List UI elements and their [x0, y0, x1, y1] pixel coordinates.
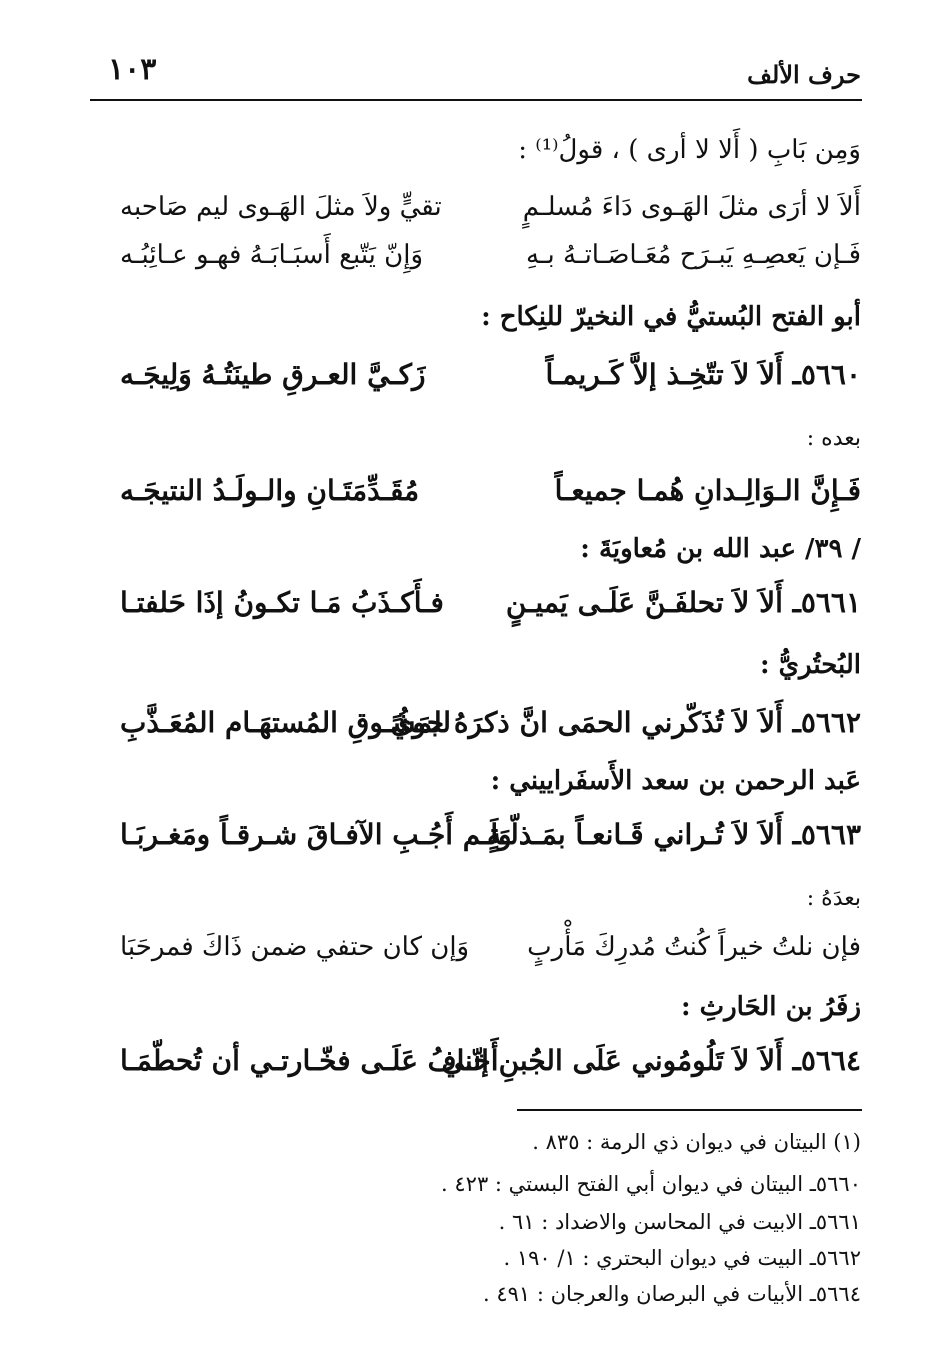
intro-line: وَمِن بَابِ ( أَلا لا أرى ) ، قولُ⁽¹⁾ : [518, 135, 861, 165]
footnote: (١) البيتان في ديوان ذي الرمة : ٨٣٥ . [532, 1130, 861, 1154]
header-divider [90, 99, 862, 101]
verse-hemistich-first: أَلاَ لا أرَى مثلَ الهَـوى دَاءَ مُسلـمٍ [522, 192, 861, 222]
verse-hemistich-second: أَخـافُ عَلَـى فخّـارتـي أن تُحطّمَـا [120, 1044, 499, 1077]
poet-heading: البُحتُريُّ : [760, 650, 861, 680]
verse-hemistich-first: فَـإن يَعصِـهِ يَبـرَح مُعَـاصَـاتـهُ بـهِ [525, 240, 861, 270]
verse-hemistich-first: ٥٦٦١ـ أَلاَ لاَ تحلفَـنَّ عَلَـى يَميـنٍ [505, 586, 861, 619]
verse-hemistich-second: وَإِنّ يَتّبع أَسبَـابَـهُ فهـو عـائِبُـه [120, 240, 424, 270]
poet-heading: أبو الفتح البُستيُّ في النخيرّ للنِكاح : [481, 302, 861, 332]
verse-hemistich-second: للمَشُـوقِ المُستهَـام المُعَـذَّبِ [120, 706, 452, 739]
running-header-title: حرف الألف [747, 60, 861, 89]
poet-heading: / ٣٩/ عبد الله بن مُعاويَةَ : [580, 534, 861, 564]
verse-hemistich-first: ٥٦٦٤ـ أَلاَ لاَ تَلُومُوني عَلَى الجُبنِ إنّني [441, 1044, 861, 1077]
verse-hemistich-first: فإن نلتُ خيراً كُنتُ مُدرِكَ مَأْربٍ [527, 932, 861, 962]
verse-hemistich-first: ٥٦٦٠ـ أَلاَ لاَ تتّخِـذ إلاَّ كَـريمـاً [545, 358, 861, 391]
poet-heading: عَبد الرحمن بن سعد الأَسفَراييني : [490, 766, 861, 796]
footnote: ٥٦٦٤ـ الأبيات في البرصان والعرجان : ٤٩١ . [482, 1282, 861, 1306]
verse-hemistich-second: وَلَـم أَجُـبِ الآفـاقَ شـرقـاً ومَغـربَـا [120, 818, 512, 851]
verse-hemistich-second: تقيٍّ ولاَ مثلَ الهَـوى ليم صَاحبه [120, 192, 442, 222]
verse-hemistich-second: وَإن كان حتفي ضمن ذَاكَ فمرحَبَا [120, 932, 470, 962]
page-number: ١٠٣ [108, 52, 157, 87]
after-note: بعده : [806, 426, 861, 451]
after-note: بعدَهُ : [806, 886, 861, 911]
verse-hemistich-first: ٥٦٦٣ـ أَلاَ لاَ تُـراني قَـانعـاً بمَـذلّـةٍ [487, 818, 861, 851]
poet-heading: زفَرُ بن الحَارثِ : [681, 992, 861, 1022]
verse-hemistich-first: ٥٦٦٢ـ أَلاَ لاَ تُذَكّرني الحمَى انَّ ذكرَهُ جويً [390, 706, 861, 739]
verse-hemistich-second: مُقَـدِّمَتَـانِ والـولَـدُ النتيجَـه [120, 474, 420, 507]
footnote: ٥٦٦٢ـ البيت في ديوان البحتري : ١/ ١٩٠ . [503, 1246, 861, 1270]
verse-hemistich-first: فَـإِنَّ الـوَالِـدانِ هُمـا جميعـاً [554, 474, 861, 507]
footnote: ٥٦٦٠ـ البيتان في ديوان أبي الفتح البستي : ٤٢٣ . [441, 1172, 861, 1196]
verse-hemistich-second: فـأَكـذَبُ مَـا تكـونُ إذَا حَلفتـا [120, 586, 444, 619]
verse-hemistich-second: زَكـيَّ العـرقِ طينَتُـهُ وَلِيجَـه [120, 358, 426, 391]
footnote-divider [517, 1109, 862, 1111]
footnote: ٥٦٦١ـ الابيت في المحاسن والاضداد : ٦١ . [498, 1210, 861, 1234]
